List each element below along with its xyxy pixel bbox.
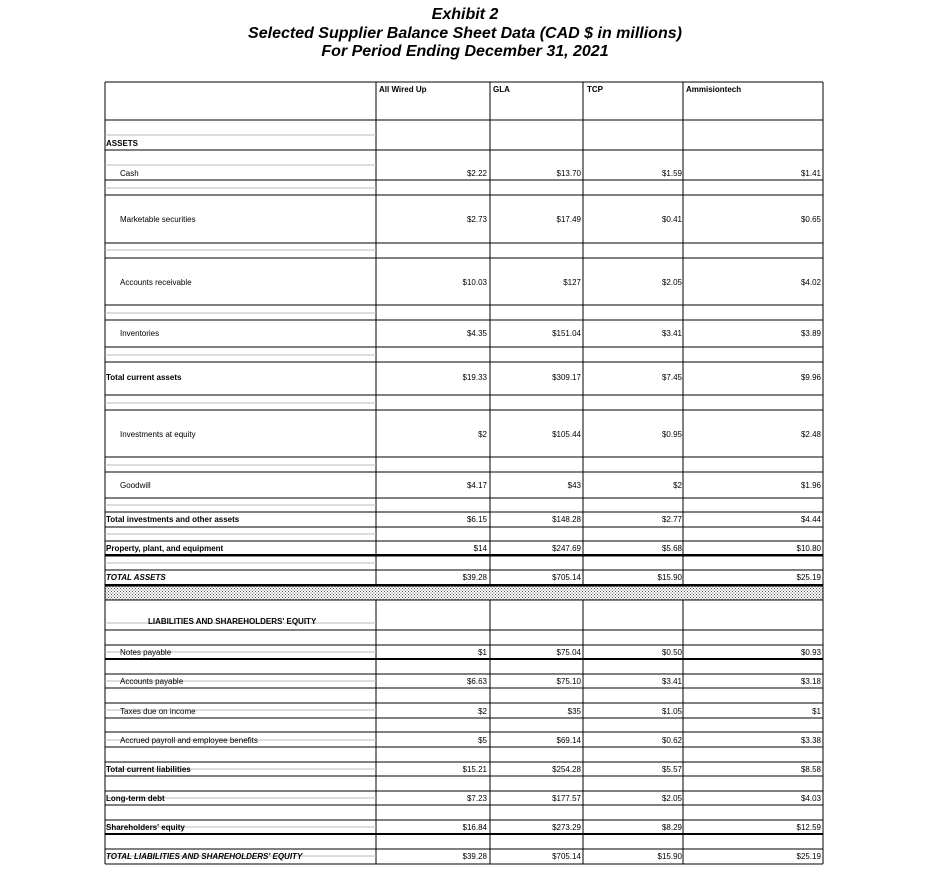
value-cell: $247.69 xyxy=(552,544,581,553)
column-header-gla: GLA xyxy=(493,85,510,94)
value-cell: $1.05 xyxy=(661,707,682,716)
value-cell: $105.44 xyxy=(552,430,581,439)
value-cell: $19.33 xyxy=(462,373,487,382)
value-cell: $6.15 xyxy=(466,515,487,524)
value-cell: $0.62 xyxy=(661,736,682,745)
value-cell: $127 xyxy=(563,278,581,287)
column-header-tcp: TCP xyxy=(587,85,603,94)
value-cell: $4.35 xyxy=(466,329,487,338)
value-cell: $2.05 xyxy=(661,794,682,803)
value-cell: $4.44 xyxy=(800,515,821,524)
value-cell: $75.10 xyxy=(556,677,581,686)
value-cell: $39.28 xyxy=(462,852,487,861)
value-cell: $2.73 xyxy=(466,215,487,224)
value-cell: $5.57 xyxy=(661,765,682,774)
value-cell: $75.04 xyxy=(556,648,581,657)
value-cell: $2.22 xyxy=(466,169,487,178)
value-cell: $5 xyxy=(478,736,487,745)
value-cell: $2 xyxy=(673,481,682,490)
value-cell: $12.59 xyxy=(796,823,821,832)
value-cell: $15.90 xyxy=(657,852,682,861)
row-label: Total investments and other assets xyxy=(106,515,240,524)
value-cell: $35 xyxy=(567,707,581,716)
row-label: TOTAL ASSETS xyxy=(106,573,166,582)
row-label: Accrued payroll and employee benefits xyxy=(120,736,258,745)
value-cell: $5.68 xyxy=(661,544,682,553)
value-cell: $15.21 xyxy=(462,765,487,774)
value-cell: $3.89 xyxy=(800,329,821,338)
value-cell: $2.48 xyxy=(800,430,821,439)
value-cell: $705.14 xyxy=(552,852,581,861)
value-cell: $10.80 xyxy=(796,544,821,553)
value-cell: $1.96 xyxy=(800,481,821,490)
value-cell: $2.05 xyxy=(661,278,682,287)
value-cell: $2.77 xyxy=(661,515,682,524)
row-label: Accounts receivable xyxy=(120,278,192,287)
value-cell: $25.19 xyxy=(796,852,821,861)
row-label: Property, plant, and equipment xyxy=(106,544,224,553)
value-cell: $7.23 xyxy=(466,794,487,803)
value-cell: $1.41 xyxy=(800,169,821,178)
value-cell: $273.29 xyxy=(552,823,581,832)
exhibit-period: For Period Ending December 31, 2021 xyxy=(321,43,609,60)
value-cell: $0.41 xyxy=(661,215,682,224)
value-cell: $3.38 xyxy=(800,736,821,745)
row-label: Total current assets xyxy=(106,373,182,382)
value-cell: $148.28 xyxy=(552,515,581,524)
value-cell: $309.17 xyxy=(552,373,581,382)
value-cell: $4.17 xyxy=(466,481,487,490)
row-label: Cash xyxy=(120,169,139,178)
value-cell: $1 xyxy=(478,648,487,657)
value-cell: $1.59 xyxy=(661,169,682,178)
row-label: TOTAL LIABILITIES AND SHAREHOLDERS' EQUITY xyxy=(106,852,303,861)
exhibit-title: Exhibit 2 xyxy=(431,6,499,23)
value-cell: $2 xyxy=(478,707,487,716)
value-cell: $151.04 xyxy=(552,329,581,338)
value-cell: $43 xyxy=(567,481,581,490)
value-cell: $0.95 xyxy=(661,430,682,439)
value-cell: $10.03 xyxy=(462,278,487,287)
value-cell: $13.70 xyxy=(556,169,581,178)
value-cell: $16.84 xyxy=(462,823,487,832)
value-cell: $8.58 xyxy=(800,765,821,774)
row-label: Goodwill xyxy=(120,481,151,490)
row-label: Accounts payable xyxy=(120,677,184,686)
column-header-all-wired-up: All Wired Up xyxy=(379,85,427,94)
value-cell: $1 xyxy=(812,707,821,716)
row-label: Notes payable xyxy=(120,648,172,657)
value-cell: $9.96 xyxy=(800,373,821,382)
value-cell: $0.50 xyxy=(661,648,682,657)
column-header-ammisiontech: Ammisiontech xyxy=(686,85,742,94)
value-cell: $7.45 xyxy=(661,373,682,382)
value-cell: $0.93 xyxy=(800,648,821,657)
row-label: Total current liabilities xyxy=(106,765,191,774)
value-cell: $0.65 xyxy=(800,215,821,224)
value-cell: $3.41 xyxy=(661,329,682,338)
value-cell: $4.03 xyxy=(800,794,821,803)
separator-band xyxy=(105,586,823,600)
row-label: Taxes due on income xyxy=(120,707,196,716)
section-liabilities: LIABILITIES AND SHAREHOLDERS' EQUITY xyxy=(148,617,317,626)
value-cell: $39.28 xyxy=(462,573,487,582)
row-label: Long-term debt xyxy=(106,794,165,803)
value-cell: $254.28 xyxy=(552,765,581,774)
value-cell: $15.90 xyxy=(657,573,682,582)
exhibit-subtitle: Selected Supplier Balance Sheet Data (CAD $ in millions) xyxy=(248,25,682,42)
value-cell: $2 xyxy=(478,430,487,439)
row-label: Inventories xyxy=(120,329,160,338)
value-cell: $3.18 xyxy=(800,677,821,686)
value-cell: $3.41 xyxy=(661,677,682,686)
value-cell: $8.29 xyxy=(661,823,682,832)
row-label: Marketable securities xyxy=(120,215,196,224)
row-label: Shareholders' equity xyxy=(106,823,185,832)
value-cell: $69.14 xyxy=(556,736,581,745)
value-cell: $6.63 xyxy=(466,677,487,686)
section-assets: ASSETS xyxy=(106,139,139,148)
value-cell: $177.57 xyxy=(552,794,581,803)
value-cell: $14 xyxy=(473,544,487,553)
row-label: Investments at equity xyxy=(120,430,196,439)
value-cell: $17.49 xyxy=(556,215,581,224)
value-cell: $705.14 xyxy=(552,573,581,582)
value-cell: $25.19 xyxy=(796,573,821,582)
value-cell: $4.02 xyxy=(800,278,821,287)
